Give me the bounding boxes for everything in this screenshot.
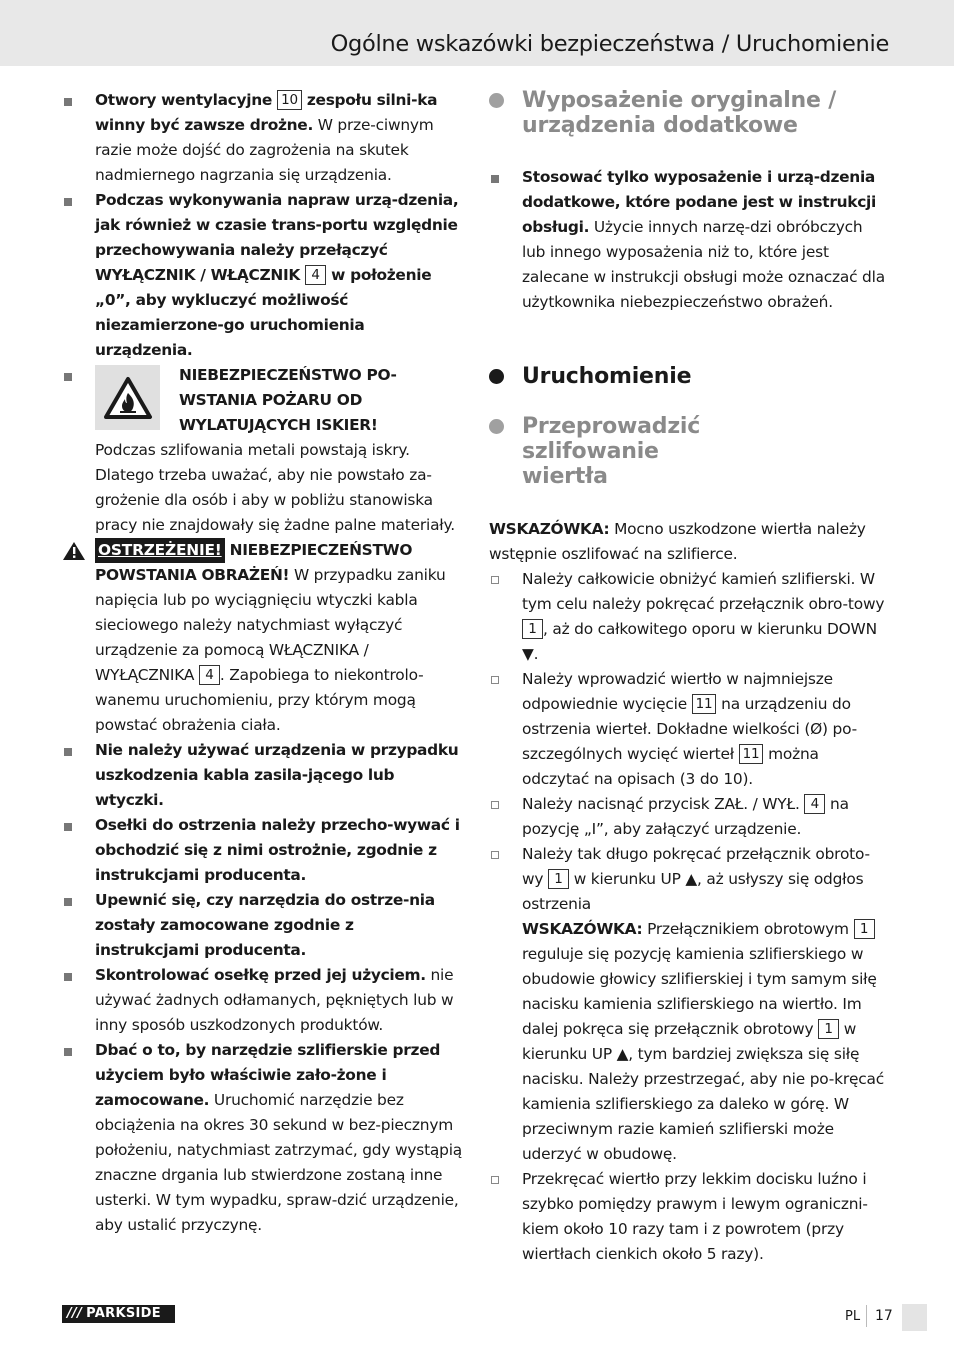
section-heading: Przeprowadzić szlifowanie wiertła — [489, 414, 719, 489]
bullet-square — [64, 98, 72, 106]
page-number: 17 — [875, 1308, 893, 1324]
part-ref: 4 — [804, 794, 825, 814]
part-ref: 1 — [522, 619, 543, 639]
part-ref: 11 — [739, 744, 764, 764]
list-item-fire-warning: NIEBEZPIECZEŃSTWO PO-WSTANIA POŻARU OD WYLATUJĄCYCH ISKIER! Podczas szlifowania metali powstają iskry. Dlatego trzeba uważać, aby nie powstało za-grożenie dla osób i aby w pobliżu stanowiska pracy nie znajdowały się żadne palne materiały. — [62, 363, 462, 538]
bullet-square — [64, 823, 72, 831]
part-ref: 11 — [692, 694, 717, 714]
part-ref: 10 — [277, 90, 302, 110]
footer-divider — [866, 1305, 867, 1327]
page-tab-marker — [902, 1304, 927, 1331]
part-ref: 1 — [818, 1019, 839, 1039]
bullet-square — [64, 198, 72, 206]
list-item: Podczas wykonywania napraw urzą-dzenia, jak również w czasie trans-portu względnie przechowywania należy przełączyć WYŁĄCZNIK / WŁĄCZNIK 4 w położenie „0”, aby wykluczyć możliwość niezamierzone-go uruchomienia urządzenia. — [62, 188, 462, 363]
fire-hazard-icon — [95, 365, 160, 430]
heading-bullet — [489, 93, 504, 108]
brand-logo: /// PARKSIDE — [62, 1305, 175, 1323]
section-heading: Wyposażenie oryginalne / urządzenia dodatkowe — [489, 88, 849, 138]
left-column — [62, 88, 462, 1238]
step-checkbox — [491, 676, 499, 684]
step-checkbox — [491, 851, 499, 859]
right-column — [489, 88, 889, 1267]
list-item: Upewnić się, czy narzędzia do ostrze-nia zostały zamocowane zgodnie z instrukcjami producenta. — [62, 888, 462, 963]
bullet-square — [491, 175, 499, 183]
language-code: PL — [845, 1309, 861, 1324]
warning-triangle-icon — [62, 541, 86, 569]
bullet-square — [64, 973, 72, 981]
step-checkbox — [491, 1176, 499, 1184]
list-item: Skontrolować osełkę przed jej użyciem. nie używać żadnych odłamanych, pękniętych lub w inny sposób uszkodzonych produktów. — [62, 963, 462, 1038]
list-item: Stosować tylko wyposażenie i urzą-dzenia dodatkowe, które podane jest w instrukcji obsługi. Użycie innych narzę-dzi obróbczych lub innego wyposażenia niż to, które jest zalecane w instrukcji obsługi może oznaczać dla użytkownika niebezpieczeństwo obrażeń. — [489, 165, 889, 315]
list-item: Osełki do ostrzenia należy przecho-wywać i obchodzić się z nimi ostrożnie, zgodnie z instrukcjami producenta. — [62, 813, 462, 888]
bullet-square — [64, 373, 72, 381]
bullet-square — [64, 898, 72, 906]
warning-badge: OSTRZEŻENIE! — [95, 538, 225, 563]
part-ref: 4 — [305, 265, 326, 285]
page-title: Ogólne wskazówki bezpieczeństwa / Uruchomienie — [330, 31, 889, 57]
heading-bullet — [489, 369, 504, 384]
bullet-square — [64, 748, 72, 756]
list-item: Dbać o to, by narzędzie szlifierskie przed użyciem było właściwie zało-żone i zamocowane. Uruchomić narzędzie bez obciążenia na okres 30 sekund w bez-piecznym położeniu, natychmiast zatrzymać, gdy wystąpią znaczne drgania lub stwierdzone zostaną inne usterki. W tym wypadku, spraw-dzić urządzenie, aby ustalić przyczynę. — [62, 1038, 462, 1238]
part-ref: 1 — [854, 919, 875, 939]
note-paragraph: WSKAZÓWKA: Mocno uszkodzone wiertła należy wstępnie oszlifować na szlifierce. — [489, 520, 866, 563]
step-item: Należy tak długo pokręcać przełącznik obroto-wy 1 w kierunku UP ▲, aż usłyszy się odgłos ostrzenia WSKAZÓWKA: Przełącznikiem obrotowym 1 reguluje się pozycję kamienia szlifierskiego w obudowie głowicy szlifierskiej i tym samym siłę nacisku kamienia szlifierskiego na wiertło. Im dalej pokręca się przełącznik obrotowy 1 w kierunku UP ▲, tym bardziej zwiększa się siłę nacisku. Należy przestrzegać, aby nie po-kręcać kamienia szlifierskiego za daleko w górę. W przeciwnym razie kamień szlifierski może uderzyć w obudowę. — [489, 842, 889, 1167]
list-item: Otwory wentylacyjne 10 zespołu silni-ka winny być zawsze drożne. W prze-ciwnym razie może dojść do zagrożenia na skutek nadmiernego nagrzania się urządzenia. — [62, 88, 462, 188]
step-item: Przekręcać wiertło przy lekkim docisku luźno i szybko pomiędzy prawym i lewym ograniczni-kiem około 10 razy tam i z powrotem (przy wiertłach cienkich około 5 razy). — [489, 1167, 889, 1267]
heading-bullet — [489, 419, 504, 434]
list-item-injury-warning: OSTRZEŻENIE! NIEBEZPIECZEŃSTWO POWSTANIA OBRAŻEŃ! W przypadku zaniku napięcia lub po wyciągnięciu wtyczki kabla sieciowego należy natychmiast wyłączyć urządzenie za pomocą WŁĄCZNIKA / WYŁĄCZNIKA 4 . Zapobiega to niekontrolo-wanemu uruchomieniu, przy którym mogą powstać obrażenia ciała. — [62, 538, 462, 738]
step-item: Należy całkowicie obniżyć kamień szlifierski. W tym celu należy pokręcać przełącznik obro-towy 1 , aż do całkowitego oporu w kierunku DOWN ▼. — [489, 567, 889, 667]
part-ref: 4 — [199, 665, 220, 685]
list-item: Nie należy używać urządzenia w przypadku uszkodzenia kabla zasila-jącego lub wtyczki. — [62, 738, 462, 813]
step-checkbox — [491, 801, 499, 809]
step-item: Należy wprowadzić wiertło w najmniejsze odpowiednie wycięcie 11 na urządzeniu do ostrzenia wierteł. Dokładne wielkości (Ø) po-szczególnych wycięć wierteł 11 można odczytać na opisach (3 do 10). — [489, 667, 889, 792]
bullet-square — [64, 1048, 72, 1056]
step-checkbox — [491, 576, 499, 584]
section-heading: Uruchomienie — [489, 364, 889, 389]
step-note: WSKAZÓWKA: Przełącznikiem obrotowym 1 reguluje się pozycję kamienia szlifierskiego w obudowie głowicy szlifierskiej i tym samym siłę nacisku kamienia szlifierskiego na wiertło. Im dalej pokręca się przełącznik obrotowy 1 w kierunku UP ▲, tym bardziej zwiększa się siłę nacisku. Należy przestrzegać, aby nie po-kręcać kamienia szlifierskiego za daleko w górę. W przeciwnym razie kamień szlifierski może uderzyć w obudowę. — [522, 920, 884, 1163]
part-ref: 1 — [548, 869, 569, 889]
step-item: Należy nacisnąć przycisk ZAŁ. / WYŁ. 4 na pozycję „I”, aby załączyć urządzenie. — [489, 792, 889, 842]
page-header — [0, 0, 954, 66]
